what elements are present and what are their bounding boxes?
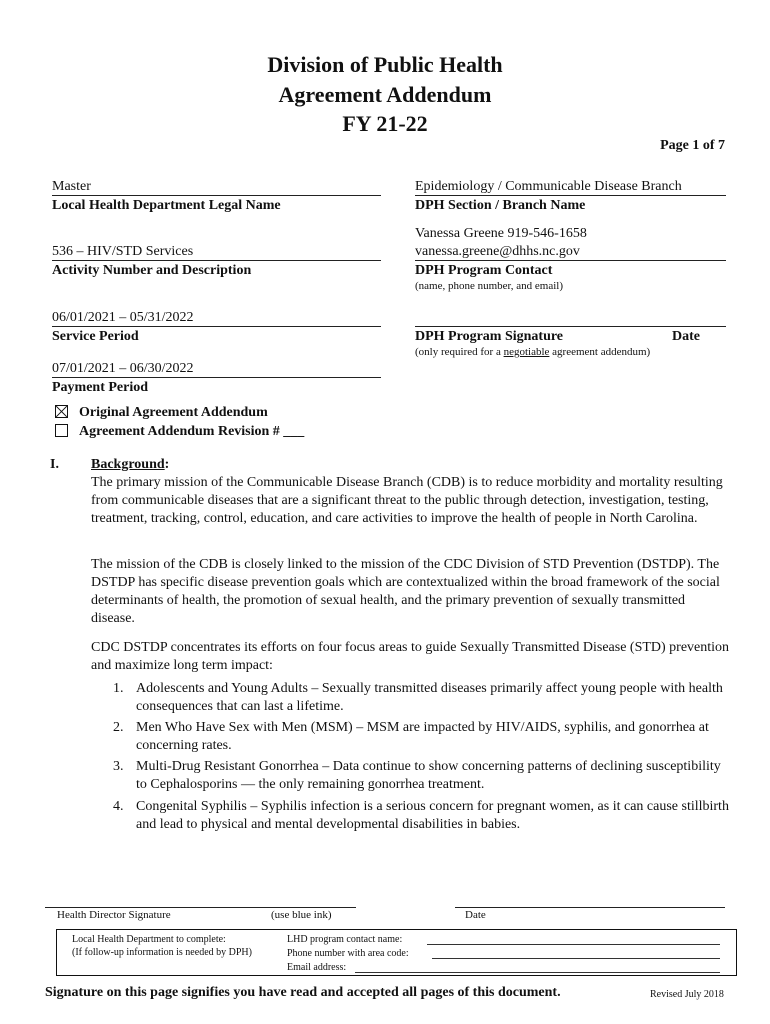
activity-value: 536 – HIV/STD Services — [52, 244, 194, 259]
background-paragraph-2: The mission of the CDB is closely linked to the mission of the CDC Division of STD Prevention (DSTDP). The DSTDP has specific disease prevention goals which are contextualized within the broad framework of the social determinants of health, the promotion of sexual health, and the primary prevention of sexually transmitted disease. — [91, 557, 720, 626]
health-director-date-label: Date — [465, 909, 486, 921]
lhd-complete-note: Local Health Department to complete: — [72, 934, 226, 945]
dph-signature-label: DPH Program Signature — [415, 329, 564, 344]
background-paragraph-1: The primary mission of the Communicable Disease Branch (CDB) is to reduce morbidity and mortality resulting from communicable diseases that are a significant threat to the public through detection, investigation, testing, treatment, tracking, control, education, and care activities to improve the health of people in North Carolina. — [91, 475, 723, 526]
title-line-2: Agreement Addendum — [278, 82, 492, 107]
title-line-1: Division of Public Health — [267, 52, 503, 77]
list-item: 1. Adolescents and Young Adults – Sexually transmitted diseases primarily affect young people with health consequences that can last a lifetime. — [113, 681, 723, 714]
health-director-signature-label: Health Director Signature — [57, 909, 171, 921]
email-field[interactable] — [355, 972, 720, 973]
contact-value-line-1: Vanessa Greene 919-546-1658 — [415, 226, 587, 241]
revision-date: Revised July 2018 — [650, 989, 724, 1000]
acceptance-statement: Signature on this page signifies you have read and accepted all pages of this document. — [45, 985, 561, 1000]
signature-hint: (only required for a negotiable agreement addendum) — [415, 346, 651, 358]
revision-label: Agreement Addendum Revision # ___ — [79, 424, 305, 439]
followup-note: (If follow-up information is needed by DPH) — [72, 947, 252, 958]
service-period-label: Service Period — [52, 329, 139, 344]
page-number: Page 1 of 7 — [660, 138, 725, 153]
service-period-value: 06/01/2021 – 05/31/2022 — [52, 310, 194, 325]
activity-label: Activity Number and Description — [52, 263, 252, 278]
email-label: Email address: — [287, 962, 347, 973]
background-heading: Background: — [91, 457, 170, 472]
dph-signature-date-label: Date — [672, 329, 700, 344]
service-period-line — [52, 326, 381, 327]
section-line — [415, 195, 726, 196]
contact-line — [415, 260, 726, 261]
payment-period-line — [52, 377, 381, 378]
original-addendum-label: Original Agreement Addendum — [79, 405, 268, 420]
blue-ink-note: (use blue ink) — [271, 909, 332, 921]
contact-hint: (name, phone number, and email) — [415, 280, 564, 292]
health-director-signature-line — [45, 907, 356, 908]
section-label: DPH Section / Branch Name — [415, 198, 586, 213]
lhd-name-value: Master — [52, 179, 91, 194]
title-line-3: FY 21-22 — [342, 111, 428, 136]
lhd-name-label: Local Health Department Legal Name — [52, 198, 281, 213]
health-director-date-line — [455, 907, 725, 908]
phone-field[interactable] — [432, 958, 720, 959]
contact-value-line-2: vanessa.greene@dhhs.nc.gov — [415, 244, 580, 259]
original-addendum-checkbox[interactable] — [55, 405, 68, 418]
section-value: Epidemiology / Communicable Disease Branch — [415, 179, 682, 194]
background-paragraph-3: CDC DSTDP concentrates its efforts on four focus areas to guide Sexually Transmitted Disease (STD) prevention and maximize long term impact: — [91, 640, 730, 673]
list-item: 4. Congenital Syphilis – Syphilis infection is a serious concern for pregnant women, as it can cause stillbirth and lead to physical and mental developmental disabilities in babies. — [113, 799, 729, 832]
contact-label: DPH Program Contact — [415, 263, 553, 278]
lhd-name-line — [52, 195, 381, 196]
lhd-contact-name-field[interactable] — [427, 944, 720, 945]
revision-checkbox[interactable] — [55, 424, 68, 437]
section-numeral: I. — [50, 457, 59, 472]
payment-period-value: 07/01/2021 – 06/30/2022 — [52, 361, 194, 376]
payment-period-label: Payment Period — [52, 380, 149, 395]
list-item: 2. Men Who Have Sex with Men (MSM) – MSM are impacted by HIV/AIDS, syphilis, and gonorrhea at concerning rates. — [113, 720, 709, 753]
lhd-contact-name-label: LHD program contact name: — [287, 934, 403, 945]
list-item: 3. Multi-Drug Resistant Gonorrhea – Data continue to show concerning patterns of declining susceptibility to Cephalosporins — the only remaining gonorrhea treatment. — [113, 759, 721, 792]
signature-line — [415, 326, 726, 327]
phone-label: Phone number with area code: — [287, 948, 409, 959]
activity-line — [52, 260, 381, 261]
